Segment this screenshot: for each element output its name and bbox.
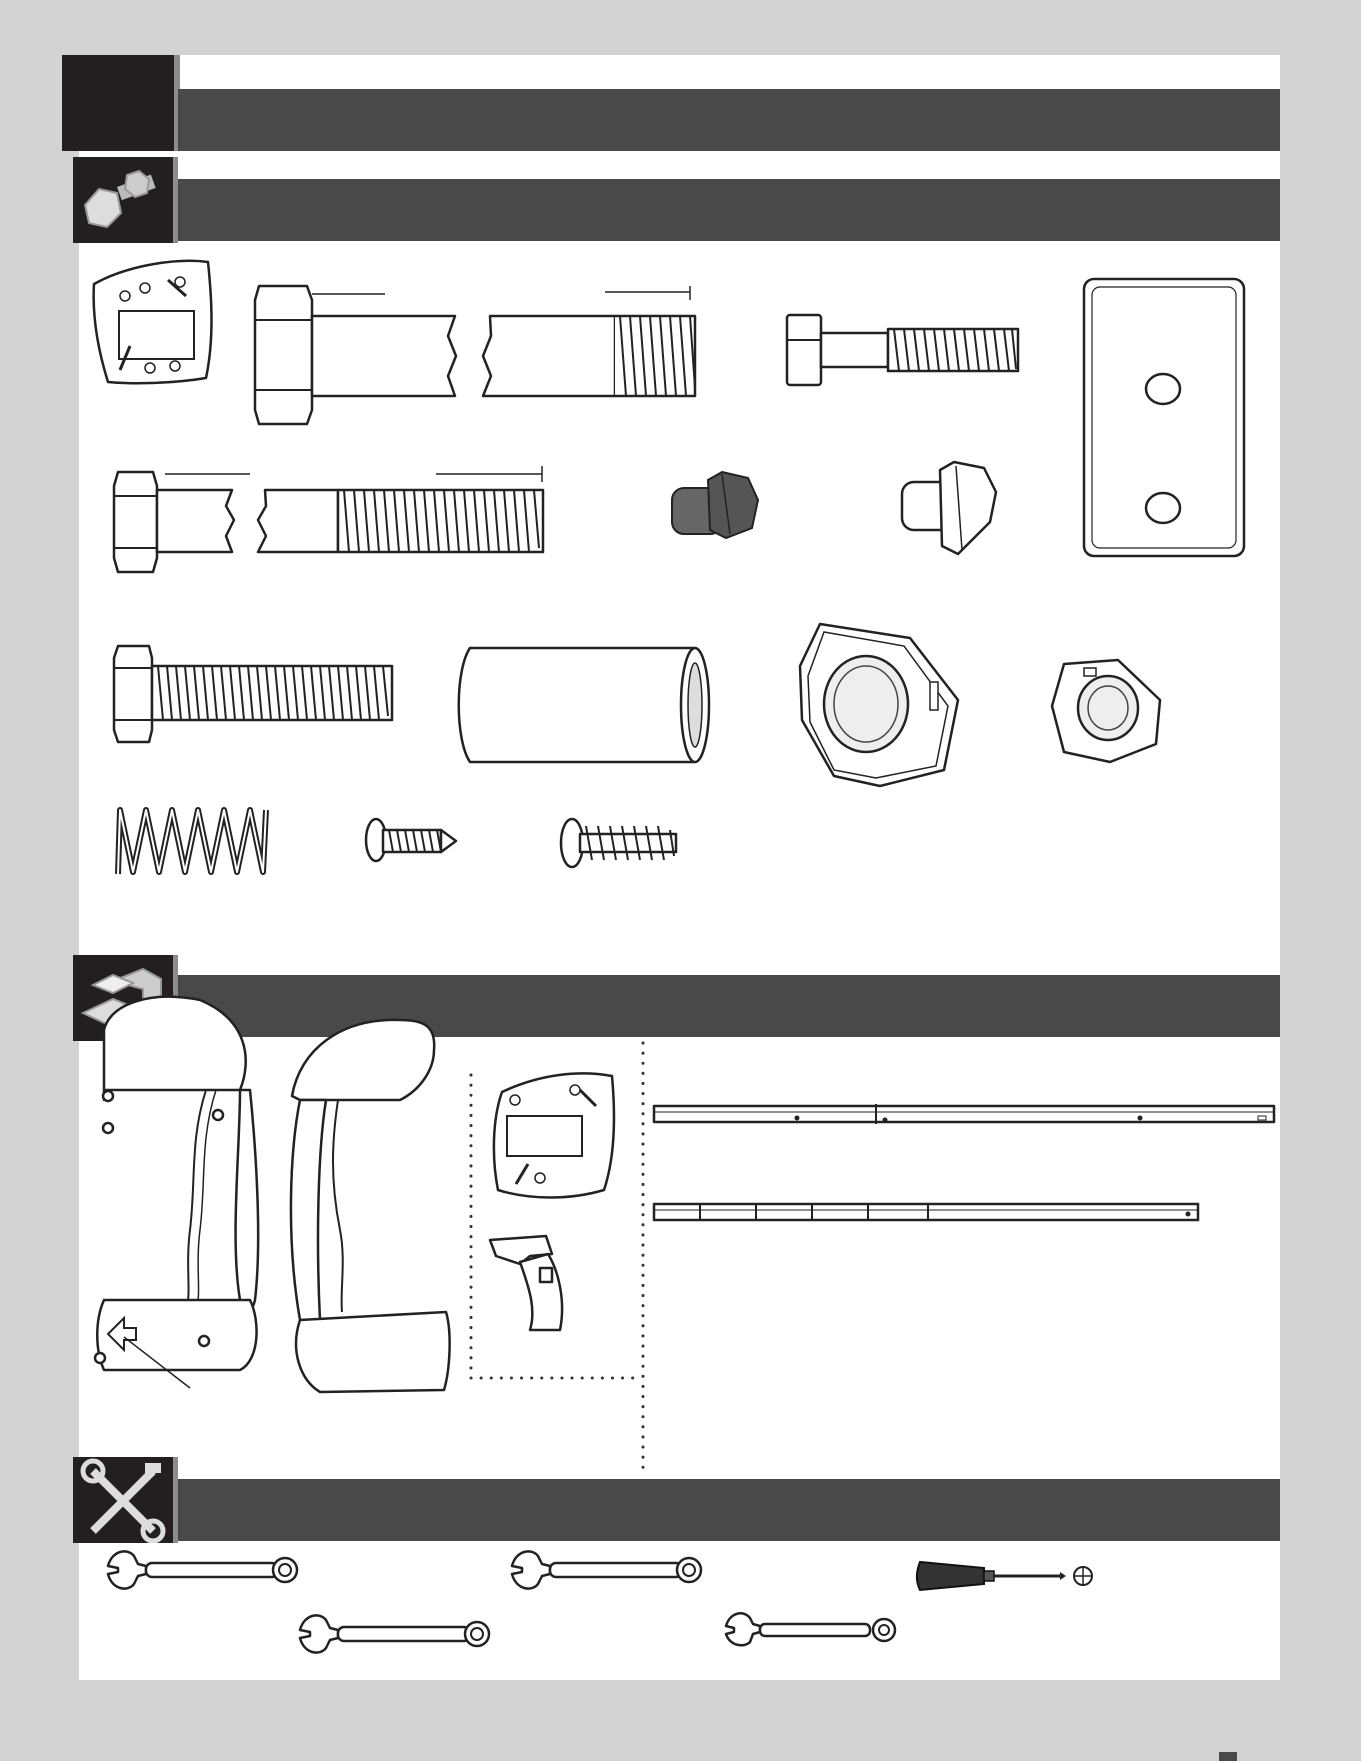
pan-head-screw-large — [561, 819, 676, 867]
short-bolt — [787, 315, 1018, 385]
armrest-right — [291, 1020, 450, 1392]
hex-bolt-medium — [114, 646, 392, 742]
pan-head-screw-small — [366, 819, 456, 861]
wrench-1 — [108, 1551, 297, 1588]
seat-bracket — [490, 1236, 562, 1330]
flange-nut-light — [902, 462, 996, 554]
mounting-plate — [1084, 279, 1244, 556]
wrench-2 — [512, 1551, 701, 1588]
long-bolt-1-threads — [615, 316, 695, 396]
screwdriver — [917, 1562, 1092, 1590]
long-rail-1 — [654, 1104, 1274, 1124]
large-hex-nut — [800, 624, 958, 786]
wrench-4 — [726, 1613, 895, 1645]
wrench-3 — [300, 1615, 489, 1652]
hardware-packet-2 — [494, 1073, 614, 1197]
flange-nut-dark — [672, 472, 758, 538]
hardware-packet-1 — [94, 261, 212, 383]
long-bolt-2 — [114, 466, 543, 572]
spacer-sleeve — [459, 648, 709, 762]
small-hex-nut — [1052, 660, 1160, 762]
long-bolt-1 — [255, 286, 695, 424]
long-rail-2 — [654, 1204, 1198, 1220]
compression-spring — [118, 810, 266, 874]
armrest-left — [95, 997, 258, 1388]
